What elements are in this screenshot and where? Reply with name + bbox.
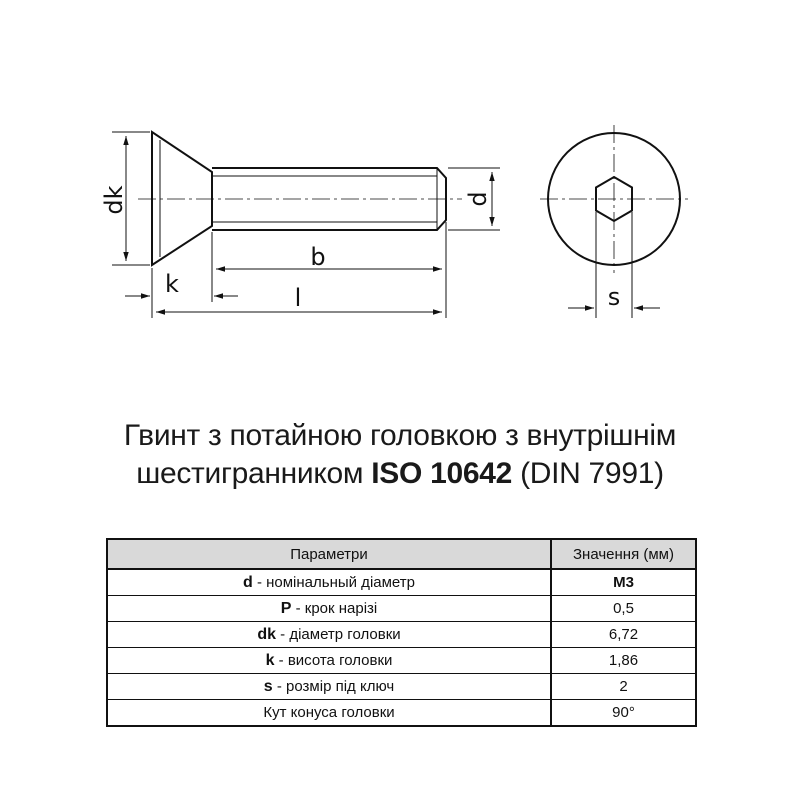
value-cell: М3 [551, 569, 696, 596]
value-cell: 2 [551, 674, 696, 700]
dim-dk-label: dk [100, 185, 128, 215]
param-desc: - крок нарізі [291, 599, 378, 617]
table-row [107, 622, 696, 648]
table-row [107, 596, 696, 622]
param-desc: - номінальный діаметр [252, 573, 415, 591]
title-standard: ISO 10642 [371, 457, 513, 490]
table-row [107, 648, 696, 674]
header-parameters: Параметри [107, 539, 551, 569]
param-desc: - розмір під ключ [272, 677, 395, 695]
value-cell: 1,86 [551, 648, 696, 674]
param-cell [107, 569, 551, 596]
product-title-line2 [0, 456, 800, 492]
screw-end-view [540, 125, 688, 273]
param-desc: - висота головки [274, 651, 393, 669]
param-symbol: d [243, 573, 253, 591]
param-cell [107, 674, 551, 700]
value-cell: 90° [551, 700, 696, 727]
param-cell [107, 648, 551, 674]
dim-k-label: k [165, 270, 179, 298]
param-symbol: P [280, 599, 292, 617]
screw-head-outline [152, 132, 212, 265]
value-cell: 0,5 [551, 596, 696, 622]
table-row [107, 700, 696, 727]
param-cell [107, 622, 551, 648]
table-header-row [107, 539, 696, 569]
param-cell [107, 700, 551, 727]
title-suffix: (DIN 7991) [520, 457, 664, 490]
param-symbol: dk [257, 625, 277, 643]
dim-b-label: b [310, 243, 326, 271]
param-symbol: k [265, 651, 275, 669]
param-cell [107, 596, 551, 622]
dim-s-label: s [607, 283, 621, 311]
dim-b [216, 222, 446, 318]
value-cell: 6,72 [551, 622, 696, 648]
dim-l-label: l [294, 284, 302, 312]
screw-side-view [138, 132, 462, 265]
param-symbol: s [263, 677, 273, 695]
param-desc: - діаметр головки [276, 625, 401, 643]
header-values: Значення (мм) [551, 539, 696, 569]
table-row [107, 674, 696, 700]
table-row [107, 569, 696, 596]
param-desc: Кут конуса головки [263, 703, 395, 721]
title-prefix: шестигранником [136, 457, 364, 490]
product-title-line1: Гвинт з потайною головкою з внутрішнім [123, 419, 677, 452]
parameters-table [106, 538, 697, 727]
dim-d-label: d [464, 191, 492, 207]
